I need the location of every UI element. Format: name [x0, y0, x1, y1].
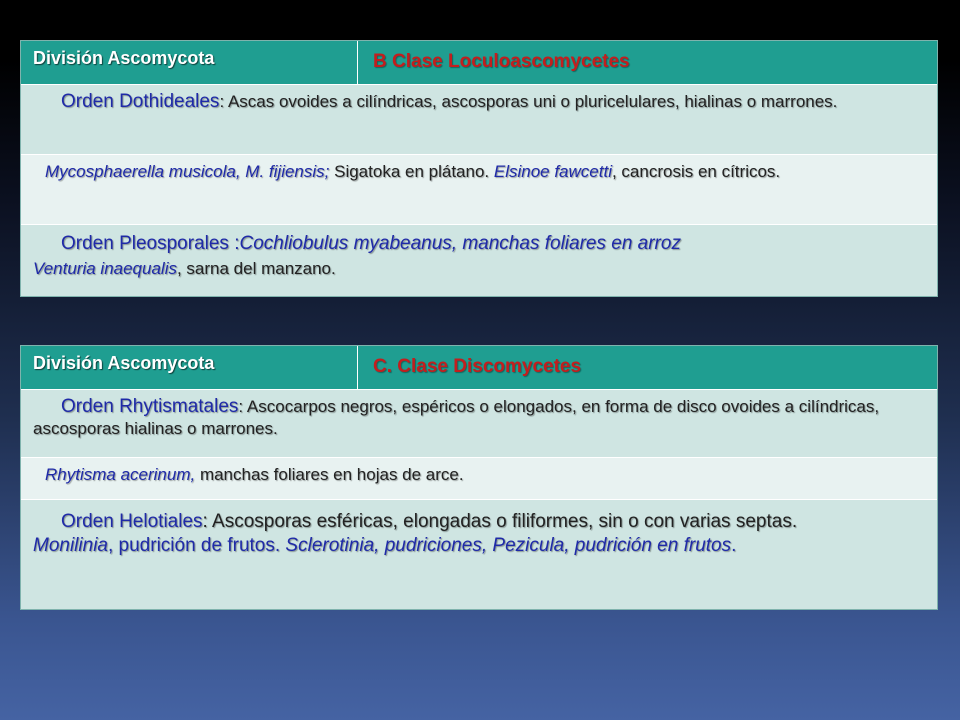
disease-text: Sigatoka en plátano.	[329, 162, 494, 181]
species-name: Rhytisma acerinum,	[45, 465, 196, 484]
disease-text: , pudrición de frutos.	[107, 535, 286, 556]
row-rhytisma	[21, 457, 937, 499]
table-discomycetes	[20, 345, 938, 610]
order-description: : Ascas ovoides a cilíndricas, ascosporas uni o pluricelulares, hialinas o marrones.	[219, 92, 838, 111]
disease-text: , cancrosis en cítricos.	[611, 162, 781, 181]
order-description: : Ascosporas esféricas, elongadas o filiformes, sin o con varias septas.	[202, 511, 798, 532]
row-helotiales: Orden Helotiales: Ascosporas esféricas, elongadas o filiformes, sin o con varias septas. Monilinia, pudrición de frutos. Sclerotinia, pudriciones, Pezicula, pudrición en frutos.	[21, 499, 937, 609]
order-name: Orden Pleosporales	[61, 233, 229, 254]
order-name: Orden Helotiales	[61, 511, 203, 532]
order-name: Orden Rhytismatales	[61, 396, 239, 417]
order-name: Orden Dothideales	[61, 91, 220, 112]
row-mycosphaerella	[21, 154, 937, 224]
species-name: Elsinoe fawcetti	[493, 162, 612, 181]
species-name: Monilinia	[33, 535, 108, 556]
table-header	[21, 346, 937, 389]
species-name: Venturia inaequalis	[33, 259, 177, 278]
disease-text: manchas foliares en hojas de arce.	[195, 465, 464, 484]
division-label: División Ascomycota	[21, 346, 358, 389]
row-rhytismatales	[21, 389, 937, 457]
row-dothideales	[21, 84, 937, 154]
class-label: C. Clase Discomycetes	[373, 356, 582, 377]
class-label: B Clase Loculoascomycetes	[373, 51, 630, 72]
species-name: Cochliobulus myabeanus, manchas foliares en arroz	[239, 233, 681, 254]
species-name: Mycosphaerella musicola, M. fijiensis;	[45, 162, 330, 181]
separator: :	[228, 233, 240, 254]
row-pleosporales	[21, 224, 937, 296]
disease-text: , sarna del manzano.	[176, 259, 336, 278]
table-header	[21, 41, 937, 84]
order-description: : Ascocarpos negros, espéricos o elongados, en forma de disco ovoides a cilíndricas, ascosporas hialinas o marrones.	[33, 397, 880, 438]
table-loculoascomycetes	[20, 40, 938, 297]
species-name: Sclerotinia, pudriciones, Pezicula, pudrición en frutos	[285, 535, 732, 556]
division-label: División Ascomycota	[21, 41, 358, 84]
